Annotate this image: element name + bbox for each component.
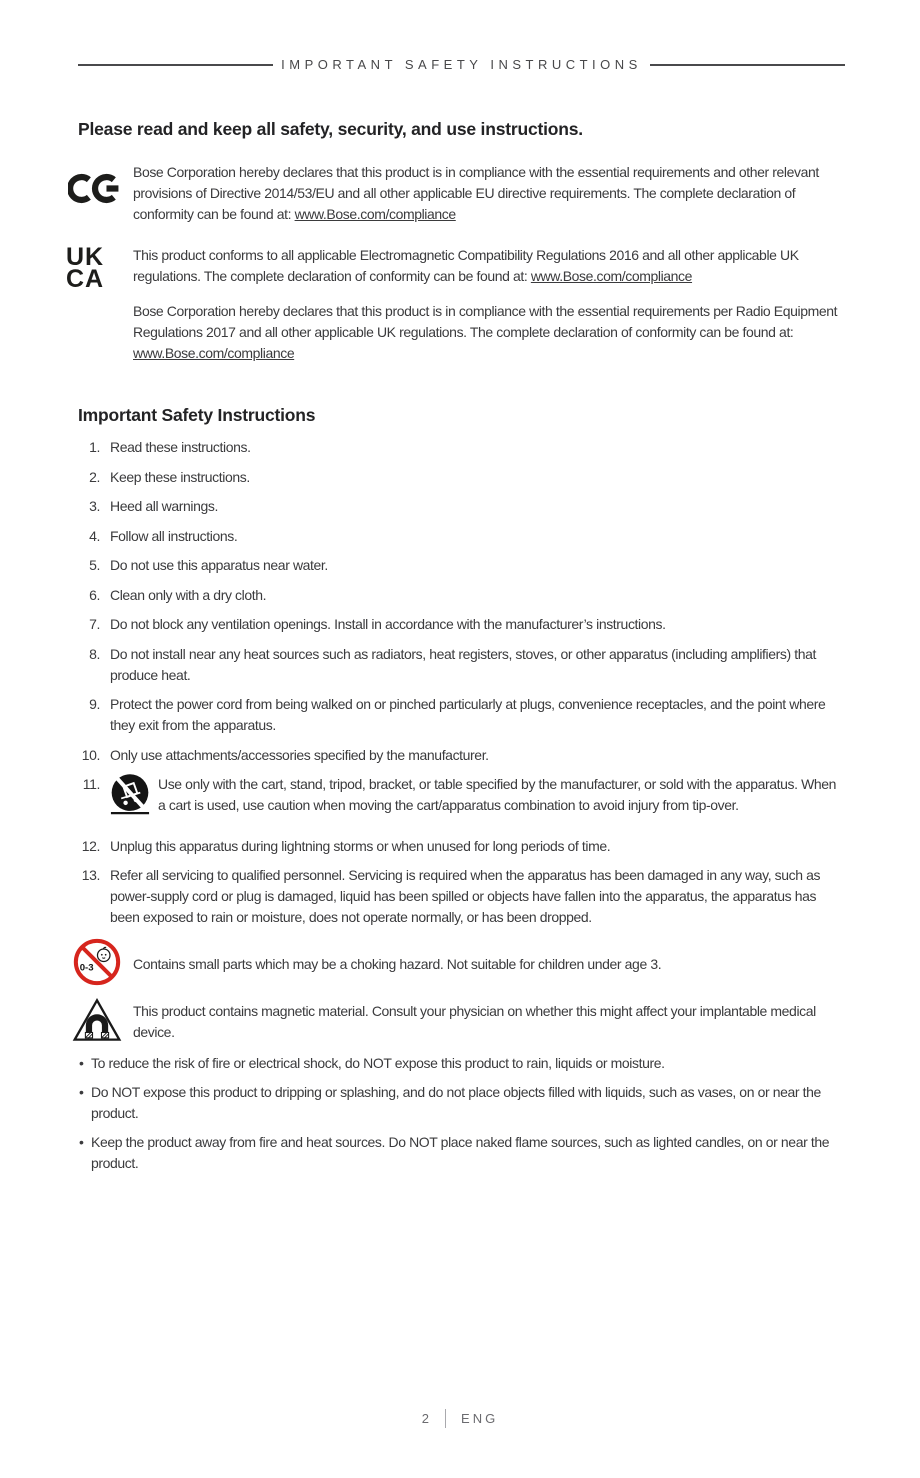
item-text: Clean only with a dry cloth. (110, 586, 267, 603)
ce-text: Bose Corporation hereby declares that this product is in compliance with the essential requirements and other relevant provisions of Directive 2014/53/EU and all other applicable EU directive requirements. The complete declaration of conformity can be found at: (133, 164, 819, 222)
item-number: 7. (89, 616, 100, 632)
safety-instructions-list (78, 437, 845, 928)
magnet-warning (78, 996, 845, 1049)
ce-mark-icon (68, 162, 120, 225)
item-number: 12. (81, 837, 100, 854)
precaution-bullets (78, 1053, 845, 1174)
item-text: Use only with the cart, stand, tripod, bracket, or table specified by the manufacturer, or sold with the apparatus. When a cart is used, use caution when moving the cart/apparatus combination to avoid injury from tip-over. (158, 776, 837, 813)
list-item (78, 836, 845, 857)
safety-instructions-heading: Important Safety Instructions (78, 405, 316, 425)
intro-heading: Please read and keep all safety, security, and use instructions. (78, 119, 583, 139)
item-number: 5. (89, 557, 100, 573)
item-text: Refer all servicing to qualified personnel. Servicing is required when the apparatus has been damaged in any way, such as power-supply cord or plug is damaged, liquid has been spilled or objects have fallen into the apparatus, the apparatus has been exposed to rain or moisture, does not operate normally, or has been dropped. (110, 867, 821, 925)
item-text: Do not block any ventilation openings. Install in accordance with the manufacturer’s instructions. (110, 616, 666, 632)
uk-radio-compliance-text (133, 301, 845, 364)
ukca-mark-top: UK (66, 243, 105, 271)
list-item (78, 526, 845, 547)
ukca-text: This product conforms to all applicable Electromagnetic Compatibility Regulations 2016 and all other applicable UK regulations. The complete declaration of conformity can be found at: (133, 247, 799, 284)
item-number: 1. (89, 439, 100, 455)
item-text: Keep these instructions. (110, 468, 250, 485)
item-number: 4. (89, 527, 100, 544)
item-text: Follow all instructions. (110, 527, 238, 544)
bullet-icon: • (79, 1054, 84, 1071)
ukca-compliance-link[interactable]: www.Bose.com/compliance (530, 268, 693, 284)
header-title: IMPORTANT SAFETY INSTRUCTIONS (281, 57, 642, 72)
item-text: Read these instructions. (110, 439, 251, 455)
item-number: 13. (81, 867, 100, 883)
language-code: ENG (461, 1411, 499, 1426)
header-rule-left (78, 64, 273, 66)
magnet-warning-text: This product contains magnetic material. Consult your physician on whether this might affect your implantable medical device. (133, 1003, 816, 1040)
ce-compliance-text (133, 162, 845, 225)
item-number: 10. (81, 746, 100, 763)
ukca-mark-icon (66, 243, 122, 293)
bullet-icon: • (79, 1133, 84, 1150)
list-item (78, 585, 845, 606)
bullet-text: To reduce the risk of fire or electrical shock, do NOT expose this product to rain, liquids or moisture. (91, 1054, 665, 1071)
page-footer (0, 1409, 920, 1428)
ukca-mark-bottom: CA (66, 264, 105, 293)
choking-age-label: 0-3 (79, 962, 94, 974)
item-number: 3. (89, 498, 100, 514)
item-text: Unplug this apparatus during lightning storms or when unused for long periods of time. (110, 837, 611, 854)
choking-hazard-icon (72, 937, 122, 992)
bullet-text: Do NOT expose this product to dripping or splashing, and do not place objects filled with liquids, such as vases, on or near the product. (91, 1083, 821, 1121)
footer-divider (445, 1409, 446, 1428)
bullet-item (78, 1132, 845, 1174)
list-item (78, 437, 845, 458)
list-item (78, 644, 845, 686)
ce-compliance-link[interactable]: www.Bose.com/compliance (294, 206, 456, 222)
list-item (78, 555, 845, 576)
list-item (78, 865, 845, 928)
ce-compliance-block (78, 162, 845, 225)
bullet-text: Keep the product away from fire and heat sources. Do NOT place naked flame sources, such as lighted candles, on or near the product. (91, 1133, 830, 1171)
bullet-icon: • (79, 1083, 84, 1100)
page-header (78, 57, 845, 72)
bullet-item (78, 1082, 845, 1124)
cart-tip-over-warning-icon (108, 772, 152, 827)
item-number: 2. (89, 468, 100, 485)
item-text: Only use attachments/accessories specified by the manufacturer. (110, 746, 489, 763)
magnet-warning-icon (72, 996, 122, 1049)
page-number: 2 (421, 1411, 431, 1426)
item-number: 6. (89, 586, 100, 603)
ukca-compliance-text (133, 245, 845, 290)
item-text: Heed all warnings. (110, 498, 218, 514)
list-item (78, 614, 845, 635)
choking-warning-text: Contains small parts which may be a choking hazard. Not suitable for children under age 3. (133, 955, 662, 972)
item-text: Do not install near any heat sources such as radiators, heat registers, stoves, or other apparatus (including amplifiers) that produce heat. (110, 645, 816, 683)
uk-radio-text: Bose Corporation hereby declares that this product is in compliance with the essential requirements per Radio Equipment Regulations 2017 and all other applicable UK regulations. The complete declaration of conformity can be found at: (133, 303, 838, 340)
list-item (78, 745, 845, 766)
header-rule-right (650, 64, 845, 66)
list-item-cart-warning (78, 774, 845, 827)
list-item (78, 694, 845, 736)
list-item (78, 467, 845, 488)
item-number: 11. (82, 776, 100, 792)
list-item (78, 496, 845, 517)
item-text: Do not use this apparatus near water. (110, 557, 328, 573)
item-number: 8. (89, 645, 100, 662)
item-text: Protect the power cord from being walked on or pinched particularly at plugs, convenience receptacles, and the point where they exit from the apparatus. (110, 696, 826, 733)
choking-hazard-warning (78, 937, 845, 992)
item-number: 9. (89, 696, 100, 712)
uk-radio-compliance-link[interactable]: www.Bose.com/compliance (133, 345, 295, 361)
ukca-compliance-block (66, 243, 845, 293)
bullet-item (78, 1053, 845, 1074)
document-page (0, 57, 920, 1478)
